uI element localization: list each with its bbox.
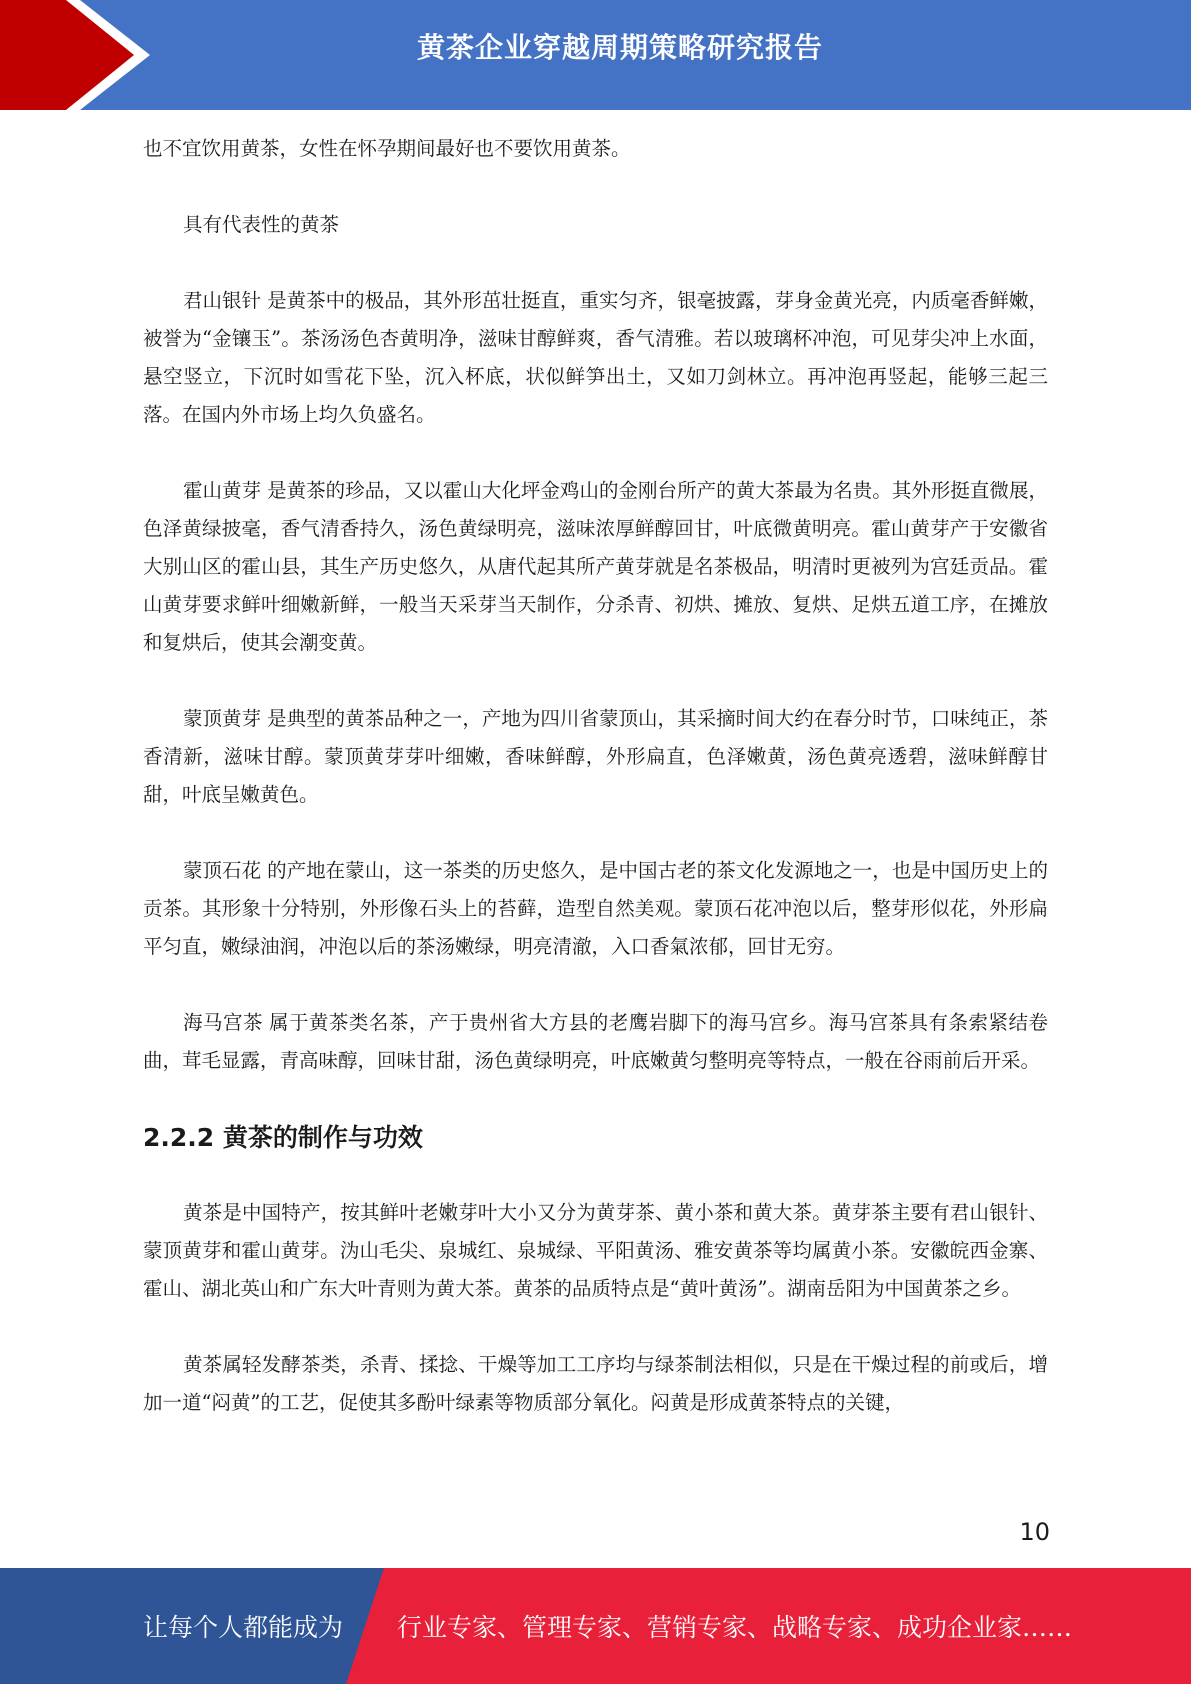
tea-description: 是黄茶的珍品，又以霍山大化坪金鸡山的金刚台所产的黄大茶最为名贵。其外形挺直微展，色泽黄绿披毫，香气清香持久，汤色黄绿明亮，滋味浓厚鲜醇回甘，叶底微黄明亮。霍山黄芽产于安徽省大别山区的霍山县，其生产历史悠久，从唐代起其所产黄芽就是名茶极品，明清时更被列为宫廷贡品。霍山黄芽要求鲜叶细嫩新鲜，一般当天采芽当天制作，分杀青、初烘、摊放、复烘、足烘五道工序，在摊放和复烘后，使其会潮变黄。 bbox=[143, 479, 1048, 654]
tea-description: 的产地在蒙山，这一茶类的历史悠久，是中国古老的茶文化发源地之一，也是中国历史上的贡茶。其形象十分特别，外形像石头上的苔藓，造型自然美观。蒙顶石花冲泡以后，整芽形似花，外形扁平匀直，嫩绿油润，冲泡以后的茶汤嫩绿，明亮清澈，入口香氣浓郁，回甘无穷。 bbox=[143, 859, 1048, 958]
tea-name: 君山银针 bbox=[183, 289, 262, 312]
tea-name: 霍山黄芽 bbox=[183, 479, 262, 502]
paragraph-junshan-yinzhen bbox=[143, 282, 1048, 434]
paragraph-classification: 黄茶是中国特产，按其鲜叶老嫩芽叶大小又分为黄芽茶、黄小茶和黄大茶。黄芽茶主要有君山银针、蒙顶黄芽和霍山黄芽。沩山毛尖、泉城红、泉城绿、平阳黄汤、雅安黄茶等均属黄小茶。安徽皖西金寨、霍山、湖北英山和广东大叶青则为黄大茶。黄茶的品质特点是“黄叶黄汤”。湖南岳阳为中国黄茶之乡。 bbox=[143, 1201, 1048, 1300]
paragraph-huoshan-huangya bbox=[143, 472, 1048, 662]
tea-name: 蒙顶石花 bbox=[183, 859, 262, 882]
tea-description: 是典型的黄茶品种之一，产地为四川省蒙顶山，其采摘时间大约在春分时节，口味纯正，茶香清新，滋味甘醇。蒙顶黄芽芽叶细嫩，香味鲜醇，外形扁直，色泽嫩黄，汤色黄亮透碧，滋味鲜醇甘甜，叶底呈嫩黄色。 bbox=[143, 707, 1048, 806]
page-header bbox=[0, 0, 1191, 110]
footer-slogan-right: 行业专家、管理专家、营销专家、战略专家、成功企业家…… bbox=[397, 1613, 1073, 1642]
paragraph-mengding-shihua bbox=[143, 852, 1048, 966]
paragraph-mengding-huangya bbox=[143, 700, 1048, 814]
document-body bbox=[143, 130, 1048, 1422]
page-footer bbox=[0, 1568, 1191, 1684]
paragraph-subtitle: 具有代表性的黄茶 bbox=[183, 213, 340, 236]
page-number: 10 bbox=[1019, 1518, 1050, 1546]
tea-name: 海马宫茶 bbox=[183, 1011, 263, 1034]
tea-description: 是黄茶中的极品，其外形茁壮挺直，重实匀齐，银毫披露，芽身金黄光亮，内质毫香鲜嫩，被誉为“金镶玉”。茶汤汤色杏黄明净，滋味甘醇鲜爽，香气清雅。若以玻璃杯冲泡，可见芽尖冲上水面，悬空竖立，下沉时如雪花下坠，沉入杯底，状似鲜笋出土，又如刀剑林立。再冲泡再竖起，能够三起三落。在国内外市场上均久负盛名。 bbox=[143, 289, 1048, 426]
header-title: 黄茶企业穿越周期策略研究报告 bbox=[416, 31, 823, 64]
footer-slogan-left: 让每个人都能成为 bbox=[143, 1613, 344, 1642]
paragraph-processing: 黄茶属轻发酵茶类，杀青、揉捻、干燥等加工工序均与绿茶制法相似，只是在干燥过程的前或后，增加一道“闷黄”的工艺，促使其多酚叶绿素等物质部分氧化。闷黄是形成黄茶特点的关键， bbox=[143, 1353, 1048, 1414]
paragraph-continuation: 也不宜饮用黄茶，女性在怀孕期间最好也不要饮用黄茶。 bbox=[143, 137, 631, 160]
tea-description: 属于黄茶类名茶，产于贵州省大方县的老鹰岩脚下的海马宫乡。海马宫茶具有条索紧结卷曲，茸毛显露，青高味醇，回味甘甜，汤色黄绿明亮，叶底嫩黄匀整明亮等特点，一般在谷雨前后开采。 bbox=[143, 1011, 1048, 1072]
section-heading: 2.2.2 黄茶的制作与功效 bbox=[143, 1123, 423, 1152]
tea-name: 蒙顶黄芽 bbox=[183, 707, 262, 730]
paragraph-haimagong-cha bbox=[143, 1004, 1048, 1080]
